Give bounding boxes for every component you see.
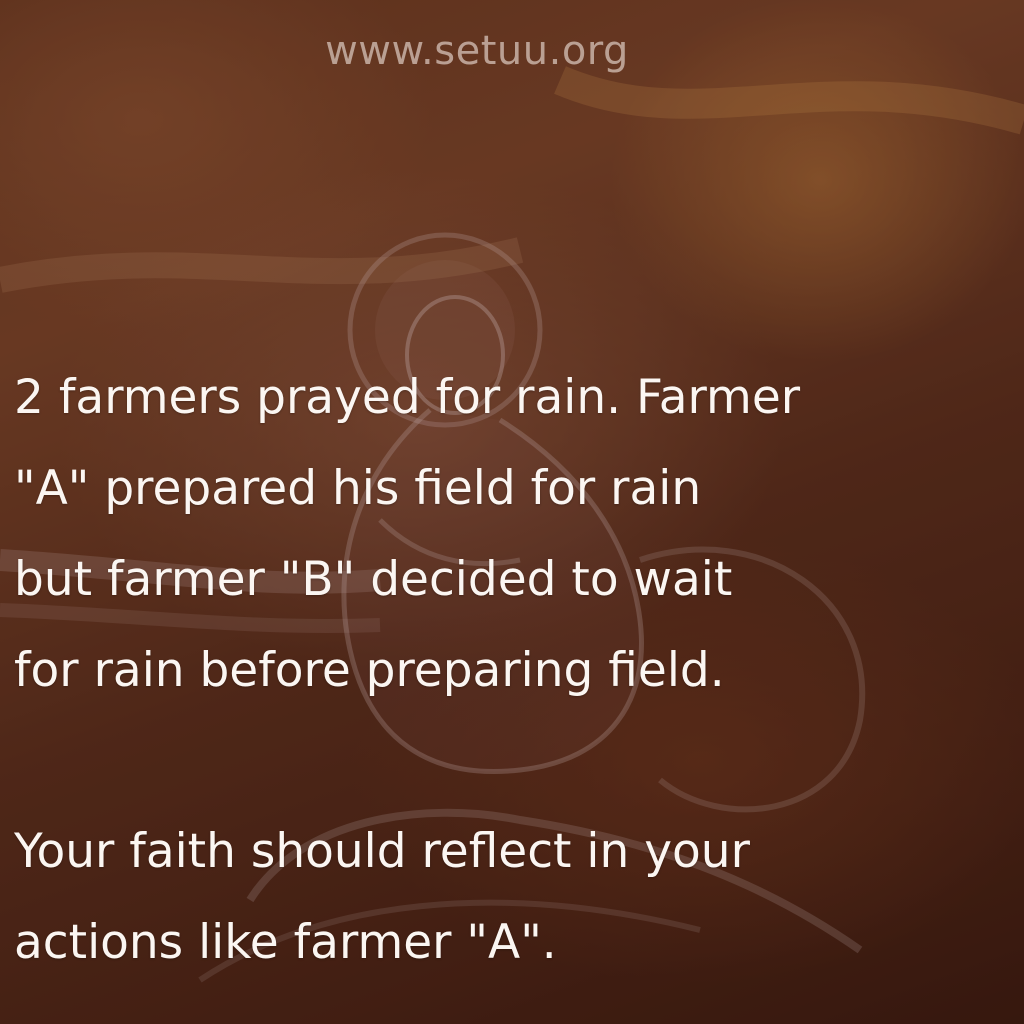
story-line: "A" prepared his field for rain [14,461,702,516]
moral-line: actions like farmer "A". [14,915,557,970]
story-line: 2 farmers prayed for rain. Farmer [14,370,801,425]
story-line: but farmer "B" decided to wait [14,552,733,607]
moral-text [14,806,1014,988]
story-line: for rain before preparing field. [14,643,725,698]
moral-line: Your faith should reflect in your [14,824,750,879]
story-text [14,352,1014,716]
website-watermark: www.setuu.org [325,28,629,74]
